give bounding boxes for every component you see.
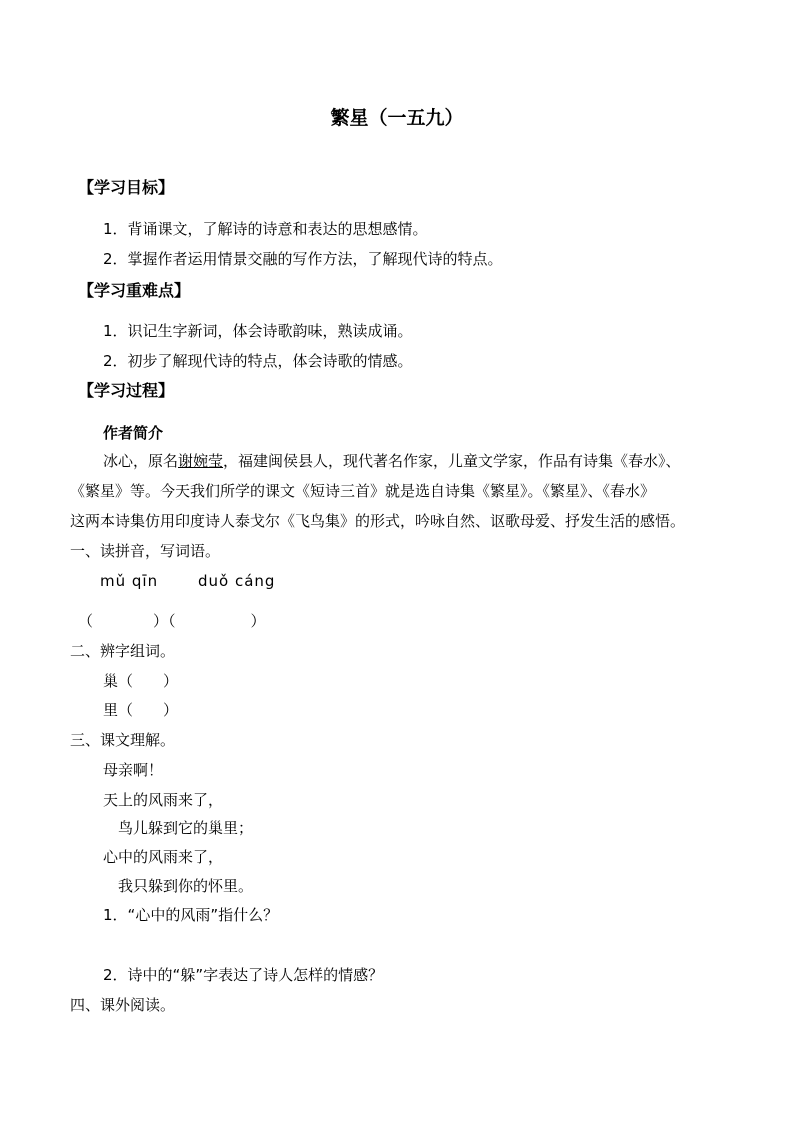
author-heading: 作者简介 <box>103 424 164 442</box>
goal-item-1: 1．背诵课文，了解诗的诗意和表达的思想感情。 <box>103 220 428 238</box>
part3-heading: 三、课文理解。 <box>70 731 176 749</box>
goals-heading: 【学习目标】 <box>78 178 175 197</box>
keypoints-heading: 【学习重难点】 <box>78 281 191 300</box>
part1-heading: 一、读拼音，写词语。 <box>70 542 221 560</box>
author-line-1-b: ，福建闽侯县人，现代著名作家，儿童文学家，作品有诗集《春水》、 <box>223 452 681 470</box>
author-line-3: 这两本诗集仿用印度诗人泰戈尔《飞鸟集》的形式，吟咏自然、讴歌母爱、抒发生活的感悟。 <box>70 512 686 530</box>
poem-line-5: 我只躲到你的怀里。 <box>118 877 254 895</box>
keypoint-item-1: 1．识记生字新词，体会诗歌韵味，熟读成诵。 <box>103 322 413 340</box>
answer-brackets[interactable]: （ ）（ ） <box>78 612 266 630</box>
poem-line-2: 天上的风雨来了， <box>103 791 224 809</box>
author-real-name: 谢婉莹 <box>178 452 224 470</box>
word-group-2[interactable]: 里（ ） <box>103 701 179 719</box>
part2-heading: 二、辨字组词。 <box>70 642 176 660</box>
process-heading: 【学习过程】 <box>78 381 175 400</box>
pinyin-2: duǒ cáng <box>198 572 276 590</box>
author-line-1 <box>103 451 681 471</box>
poem-line-4: 心中的风雨来了， <box>103 848 224 866</box>
question-2: 2．诗中的“躲”字表达了诗人怎样的情感？ <box>103 966 384 984</box>
poem-line-1: 母亲啊！ <box>103 761 164 779</box>
page-title: 繁星（一五九） <box>330 107 464 129</box>
keypoint-item-2: 2．初步了解现代诗的特点，体会诗歌的情感。 <box>103 352 413 370</box>
part4-heading: 四、课外阅读。 <box>70 996 176 1014</box>
question-1: 1．“心中的风雨”指什么？ <box>103 906 279 924</box>
author-line-2: 《繁星》等。今天我们所学的课文《短诗三首》就是选自诗集《繁星》。《繁星》、《春水》 <box>70 482 656 500</box>
author-line-1-a: 冰心，原名 <box>103 452 179 470</box>
word-group-1[interactable]: 巢（ ） <box>103 672 179 690</box>
goal-item-2: 2．掌握作者运用情景交融的写作方法，了解现代诗的特点。 <box>103 250 503 268</box>
poem-line-3: 鸟儿躲到它的巢里； <box>118 819 254 837</box>
pinyin-1: mǔ qīn <box>100 572 159 590</box>
